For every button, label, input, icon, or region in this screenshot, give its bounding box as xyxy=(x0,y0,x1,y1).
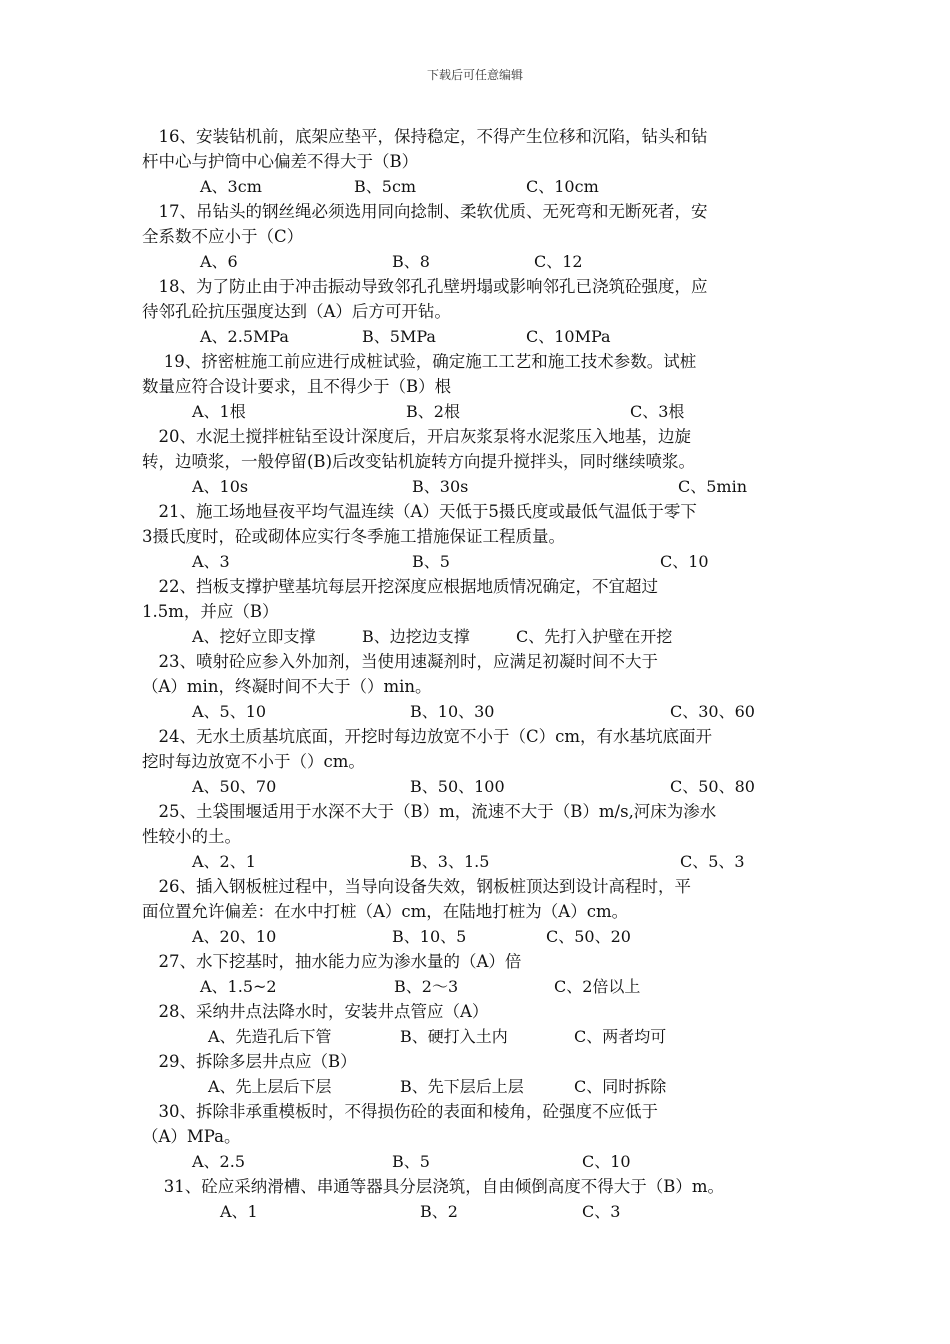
question-16-options xyxy=(142,174,810,199)
option-b: B、5 xyxy=(412,552,450,571)
question-16-line: 杆中心与护筒中心偏差不得大于（B） xyxy=(142,152,419,171)
option-a: A、2.5 xyxy=(192,1152,246,1171)
option-c: C、3根 xyxy=(630,402,685,421)
option-a: A、1根 xyxy=(192,402,246,421)
question-27-line: 27、水下挖基时，抽水能力应为渗水量的（A）倍 xyxy=(142,952,522,971)
option-b: B、2 xyxy=(420,1202,458,1221)
option-a: A、20、10 xyxy=(192,927,277,946)
option-b: B、先下层后上层 xyxy=(400,1077,524,1096)
question-18-line: 待邻孔砼抗压强度达到（A）后方可开钻。 xyxy=(142,302,451,321)
option-b: B、3、1.5 xyxy=(410,852,490,871)
question-19-options xyxy=(142,399,810,424)
option-b: B、10、30 xyxy=(410,702,495,721)
option-b: B、50、100 xyxy=(410,777,505,796)
question-26-line: 面位置允许偏差：在水中打桩（A）cm，在陆地打桩为（A）cm。 xyxy=(142,902,629,921)
option-a: A、10s xyxy=(192,477,249,496)
option-b: B、8 xyxy=(392,252,430,271)
option-b: B、30s xyxy=(412,477,469,496)
question-31-options xyxy=(142,1199,810,1224)
question-22-options xyxy=(142,624,810,649)
option-b: B、5 xyxy=(392,1152,430,1171)
question-19-line: 数量应符合设计要求，且不得少于（B）根 xyxy=(142,377,452,396)
question-26-line: 26、插入钢板桩过程中，当导向设备失效，钢板桩顶达到设计高程时，平 xyxy=(142,877,691,896)
question-23-line: 23、喷射砼应参入外加剂，当使用速凝剂时，应满足初凝时间不大于 xyxy=(142,652,658,671)
option-c: C、2倍以上 xyxy=(554,977,641,996)
question-21-line: 3摄氏度时，砼或砌体应实行冬季施工措施保证工程质量。 xyxy=(142,527,565,546)
option-b: B、2～3 xyxy=(394,977,459,996)
question-29-options xyxy=(142,1074,810,1099)
option-a: A、2.5MPa xyxy=(200,327,289,346)
question-23-options xyxy=(142,699,810,724)
option-b: B、边挖边支撑 xyxy=(362,627,470,646)
option-a: A、6 xyxy=(200,252,238,271)
option-a: A、5、10 xyxy=(192,702,267,721)
question-17-line: 全系数不应小于（C） xyxy=(142,227,304,246)
option-c: C、3 xyxy=(582,1202,621,1221)
option-c: C、12 xyxy=(534,252,583,271)
option-c: C、同时拆除 xyxy=(574,1077,667,1096)
question-25-line: 25、土袋围堰适用于水深不大于（B）m，流速不大于（B）m/s,河床为渗水 xyxy=(142,802,717,821)
option-a: A、挖好立即支撑 xyxy=(192,627,316,646)
option-a: A、先造孔后下管 xyxy=(208,1027,332,1046)
question-21-options xyxy=(142,549,810,574)
option-c: C、10MPa xyxy=(526,327,611,346)
question-21-line: 21、施工场地昼夜平均气温连续（A）天低于5摄氏度或最低气温低于零下 xyxy=(142,502,697,521)
option-a: A、2、1 xyxy=(192,852,256,871)
question-24-options xyxy=(142,774,810,799)
question-30-options xyxy=(142,1149,810,1174)
option-a: A、50、70 xyxy=(192,777,277,796)
option-a: A、1 xyxy=(220,1202,258,1221)
option-c: C、5、3 xyxy=(680,852,745,871)
option-a: A、1.5~2 xyxy=(200,977,277,996)
option-a: A、3 xyxy=(192,552,230,571)
option-a: A、3cm xyxy=(200,177,262,196)
option-c: C、先打入护壁在开挖 xyxy=(516,627,673,646)
option-b: B、5MPa xyxy=(362,327,436,346)
page-header: 下载后可任意编辑 xyxy=(426,68,523,82)
question-25-line: 性较小的土。 xyxy=(142,827,241,846)
option-c: C、10 xyxy=(582,1152,631,1171)
option-b: B、硬打入土内 xyxy=(400,1027,508,1046)
question-18-line: 18、为了防止由于冲击振动导致邻孔孔壁坍塌或影响邻孔已浇筑砼强度，应 xyxy=(142,277,708,296)
option-b: B、5cm xyxy=(354,177,417,196)
question-30-line: （A）MPa。 xyxy=(142,1127,241,1146)
question-19-line: 19、挤密桩施工前应进行成桩试验，确定施工工艺和施工技术参数。试桩 xyxy=(142,352,697,371)
option-b: B、2根 xyxy=(406,402,460,421)
option-c: C、30、60 xyxy=(670,702,755,721)
question-17-options xyxy=(142,249,810,274)
option-c: C、50、20 xyxy=(546,927,631,946)
question-28-line: 28、采纳井点法降水时，安装井点管应（A） xyxy=(142,1002,489,1021)
question-29-line: 29、拆除多层井点应（B） xyxy=(142,1052,357,1071)
option-c: C、10cm xyxy=(526,177,599,196)
option-c: C、10 xyxy=(660,552,709,571)
question-list xyxy=(142,124,810,1224)
question-24-line: 挖时每边放宽不小于（）cm。 xyxy=(142,752,365,771)
question-30-line: 30、拆除非承重模板时，不得损伤砼的表面和棱角，砼强度不应低于 xyxy=(142,1102,658,1121)
question-22-line: 1.5m，并应（B） xyxy=(142,602,279,621)
question-31-line: 31、砼应采纳滑槽、串通等器具分层浇筑，自由倾倒高度不得大于（B）m。 xyxy=(142,1177,725,1196)
question-25-options xyxy=(142,849,810,874)
question-22-line: 22、挡板支撑护壁基坑每层开挖深度应根据地质情况确定，不宜超过 xyxy=(142,577,658,596)
option-a: A、先上层后下层 xyxy=(208,1077,332,1096)
question-20-line: 转，边喷浆，一般停留(B)后改变钻机旋转方向提升搅拌头，同时继续喷浆。 xyxy=(142,452,695,471)
question-20-options xyxy=(142,474,810,499)
question-17-line: 17、吊钻头的钢丝绳必须选用同向捻制、柔软优质、无死弯和无断死者，安 xyxy=(142,202,708,221)
question-28-options xyxy=(142,1024,810,1049)
question-23-line: （A）min，终凝时间不大于（）min。 xyxy=(142,677,432,696)
option-c: C、5min xyxy=(678,477,748,496)
option-c: C、两者均可 xyxy=(574,1027,667,1046)
question-24-line: 24、无水土质基坑底面，开挖时每边放宽不小于（C）cm，有水基坑底面开 xyxy=(142,727,713,746)
question-18-options xyxy=(142,324,810,349)
question-16-line: 16、安装钻机前，底架应垫平，保持稳定，不得产生位移和沉陷，钻头和钻 xyxy=(142,127,708,146)
option-b: B、10、5 xyxy=(392,927,467,946)
question-27-options xyxy=(142,974,810,999)
question-26-options xyxy=(142,924,810,949)
option-c: C、50、80 xyxy=(670,777,755,796)
question-20-line: 20、水泥土搅拌桩钻至设计深度后，开启灰浆泵将水泥浆压入地基，边旋 xyxy=(142,427,691,446)
